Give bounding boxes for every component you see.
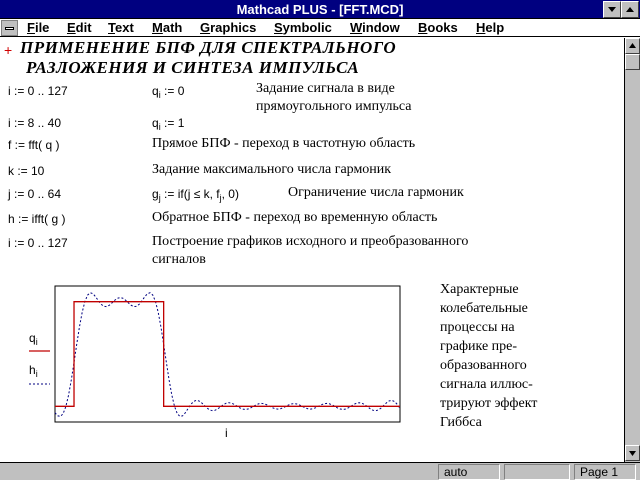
range-definition[interactable]: j := 0 .. 64 (8, 187, 62, 201)
note-forward-fft: Прямое БПФ - переход в частотную область (152, 136, 416, 151)
scroll-down-button[interactable] (625, 445, 640, 461)
q-pulse-expression[interactable]: $q_i$ := 1 (152, 116, 185, 132)
range-definition[interactable]: i := 0 .. 127 (8, 236, 68, 250)
minimize-button[interactable] (603, 1, 621, 18)
menu-bar (0, 19, 640, 37)
q-init-expression[interactable]: $q_i$ := 0 (152, 84, 185, 100)
title-bar (0, 0, 640, 19)
scroll-up-button[interactable] (625, 38, 640, 54)
maximize-button[interactable] (621, 1, 639, 18)
gibbs-comment: Характерные колебательные процессы на графике пре- образованного сигнала иллюс- трируют эффект Гиббса (440, 282, 538, 430)
fft-expression[interactable]: f := fft( q ) (8, 138, 60, 152)
g-if-expression[interactable]: $g_j$ := if(j ≤ k, $f_j$, 0) (152, 187, 239, 203)
note-max-harmonics: Задание максимального числа гармоник (152, 162, 392, 177)
menu-graphics[interactable]: Graphics (200, 20, 257, 35)
vertical-scrollbar[interactable] (624, 38, 640, 462)
note-plot-signals: Построение графиков исходного и преобразованного сигналов (152, 234, 469, 267)
arrow-down-icon (626, 446, 639, 460)
ifft-expression[interactable]: h := ifft( g ) (8, 212, 66, 226)
signal-plot[interactable] (0, 38, 420, 462)
menu-books[interactable]: Books (418, 20, 458, 35)
legend-q-label: $q_i$ (29, 331, 38, 347)
plot-frame (55, 286, 400, 422)
menu-text[interactable]: Text (108, 20, 134, 35)
range-definition[interactable]: i := 8 .. 40 (8, 116, 62, 130)
menu-window[interactable]: Window (350, 20, 400, 35)
window-title: Mathcad PLUS - [FFT.MCD] (236, 2, 404, 17)
page-indicator: Page 1 (574, 464, 636, 480)
note-limit-harmonics: Ограничение числа гармоник (288, 185, 464, 200)
k-definition[interactable]: k := 10 (8, 164, 45, 178)
range-definition[interactable]: i := 0 .. 127 (8, 84, 68, 98)
heading-line-1: ПРИМЕНЕНИЕ БПФ ДЛЯ СПЕКТРАЛЬНОГО (20, 38, 397, 57)
x-axis-label: i (225, 426, 228, 440)
maximize-icon (625, 6, 635, 14)
status-empty (504, 464, 570, 480)
note-signal-def: Задание сигнала в виде прямоугольного импульса (256, 81, 412, 114)
calc-mode: auto (438, 464, 500, 480)
insertion-crosshair-icon: + (4, 42, 13, 58)
menu-math[interactable]: Math (152, 20, 183, 35)
menu-symbolic[interactable]: Symbolic (274, 20, 332, 35)
heading-line-2: РАЗЛОЖЕНИЯ И СИНТЕЗА ИМПУЛЬСА (26, 58, 360, 77)
scroll-thumb[interactable] (625, 54, 640, 70)
menu-file[interactable]: File (27, 20, 50, 35)
document-system-menu-icon[interactable] (1, 20, 18, 36)
menu-help[interactable]: Help (476, 20, 505, 35)
legend-h-label: $h_i$ (29, 363, 38, 379)
minimize-icon (607, 6, 617, 14)
worksheet[interactable] (0, 38, 624, 462)
note-inverse-fft: Обратное БПФ - переход во временную область (152, 210, 438, 225)
status-bar (0, 462, 640, 480)
arrow-up-icon (626, 39, 639, 53)
menu-edit[interactable]: Edit (67, 20, 92, 35)
